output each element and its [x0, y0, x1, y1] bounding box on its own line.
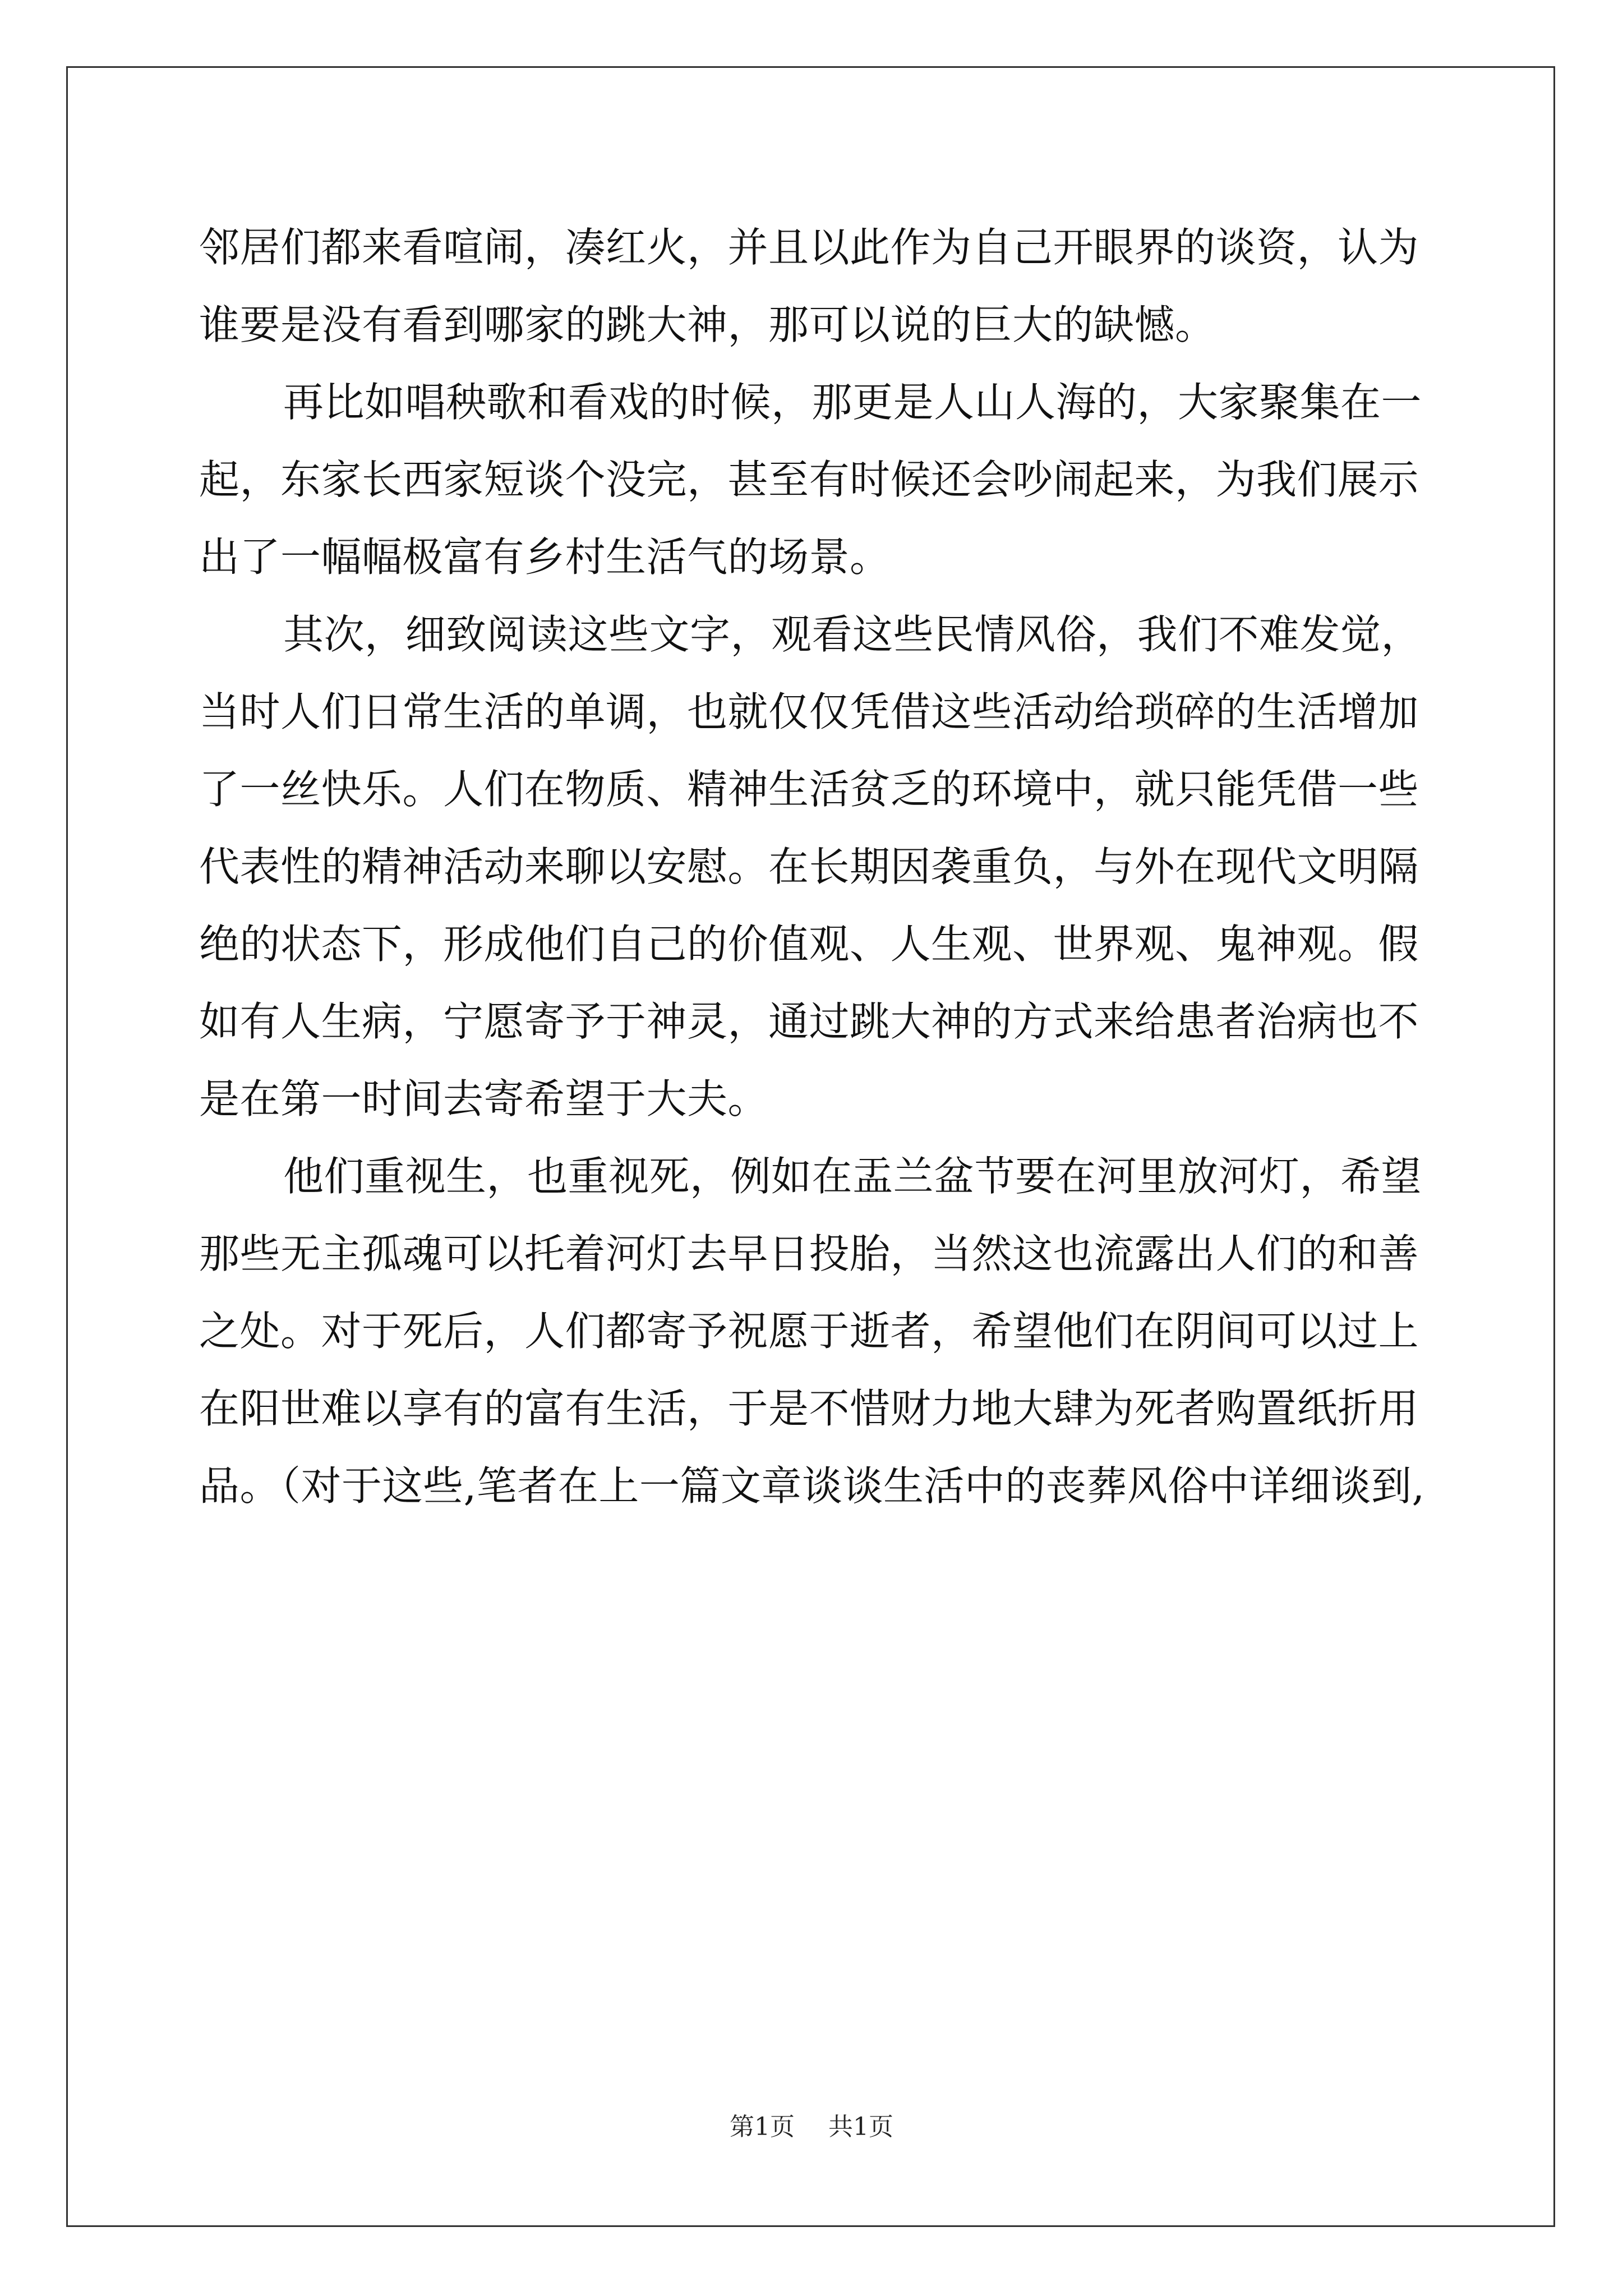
text-line: 他们重视生，也重视死，例如在盂兰盆节要在河里放河灯，希望 [283, 1153, 1422, 1200]
text-line: 品。（对于这些,笔者在上一篇文章谈谈生活中的丧葬风俗中详细谈到, [199, 1462, 1425, 1510]
text-line: 其次，细致阅读这些文字，观看这些民情风俗，我们不难发觉， [283, 611, 1422, 658]
text-line: 是在第一时间去寄希望于大夫。 [199, 1075, 769, 1122]
page-number: 第1页 [730, 2113, 795, 2141]
text-line: 那些无主孤魂可以托着河灯去早日投胎，当然这也流露出人们的和善 [199, 1230, 1419, 1277]
page-footer [0, 2110, 1623, 2144]
text-line: 绝的状态下，形成他们自己的价值观、人生观、世界观、鬼神观。假 [199, 921, 1419, 968]
document-body [199, 209, 1433, 1525]
text-line: 当时人们日常生活的单调，也就仅仅凭借这些活动给琐碎的生活增加 [199, 688, 1419, 735]
text-line: 如有人生病，宁愿寄予于神灵，通过跳大神的方式来给患者治病也不 [199, 998, 1419, 1045]
text-line: 之处。对于死后，人们都寄予祝愿于逝者，希望他们在阴间可以过上 [199, 1308, 1419, 1355]
text-line: 了一丝快乐。人们在物质、精神生活贫乏的环境中，就只能凭借一些 [199, 766, 1419, 813]
text-line: 起，东家长西家短谈个没完，甚至有时候还会吵闹起来，为我们展示 [199, 456, 1419, 503]
text-line: 谁要是没有看到哪家的跳大神，那可以说的巨大的缺憾。 [199, 301, 1216, 348]
text-line: 再比如唱秧歌和看戏的时候，那更是人山人海的，大家聚集在一 [283, 379, 1422, 426]
text-line: 在阳世难以享有的富有生活，于是不惜财力地大肆为死者购置纸折用 [199, 1385, 1419, 1432]
page-total: 共1页 [828, 2113, 893, 2141]
text-line: 代表性的精神活动来聊以安慰。在长期因袭重负，与外在现代文明隔 [199, 843, 1419, 890]
text-line: 邻居们都来看喧闹，凑红火，并且以此作为自己开眼界的谈资，认为 [199, 224, 1419, 271]
text-line: 出了一幅幅极富有乡村生活气的场景。 [199, 533, 891, 581]
